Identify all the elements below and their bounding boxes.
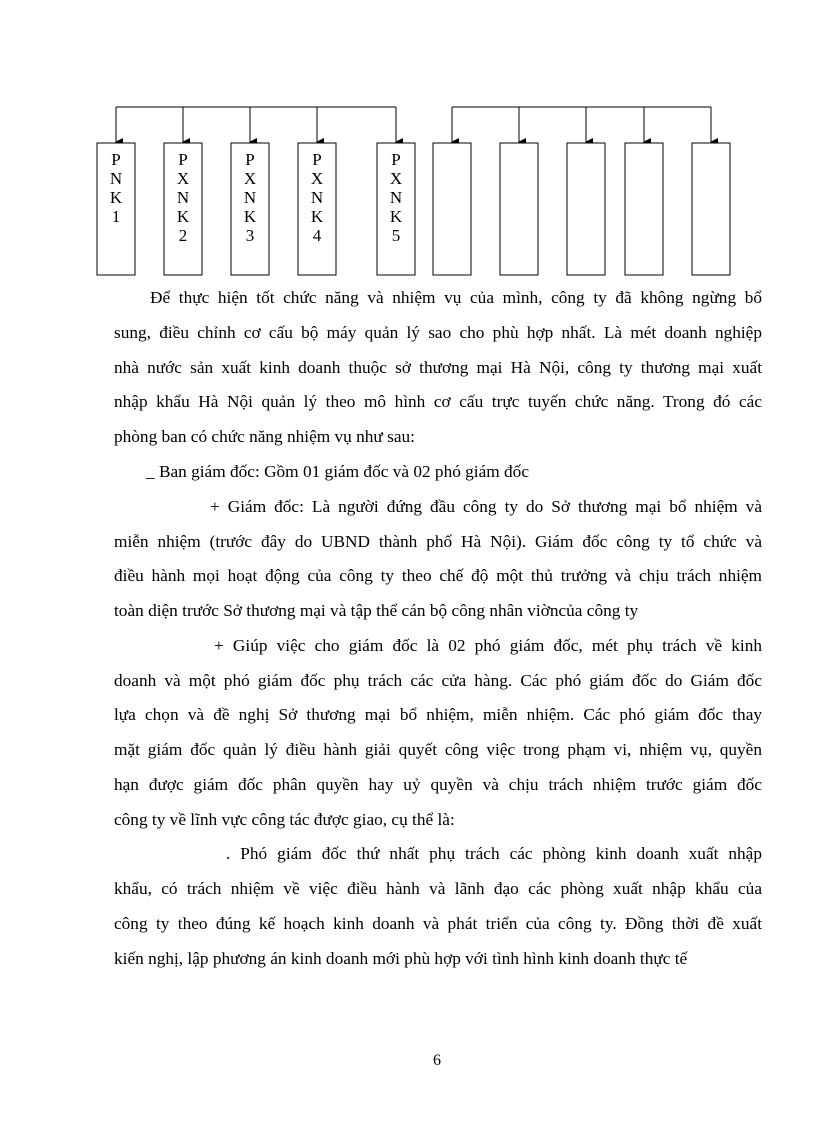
org-box-label-pxnk2: P X N K 2 xyxy=(176,150,190,245)
paragraph-4-line-2: doanh và một phó giám đốc phụ trách các cửa hàng. Các phó giám đốc do Giám đốc xyxy=(114,671,762,690)
paragraph-4-line-6: công ty về lĩnh vực công tác được giao, cụ thể là: xyxy=(114,810,455,829)
org-box-label-pxnk5: P X N K 5 xyxy=(389,150,403,245)
org-box-8 xyxy=(567,143,605,275)
paragraph-4-line-3: lựa chọn và đề nghị Sở thương mại bổ nhiệm, miễn nhiệm. Các phó giám đốc thay xyxy=(114,705,762,724)
paragraph-5-line-3: công ty theo đúng kế hoạch kinh doanh và phát triển của công ty. Đồng thời đề xuất xyxy=(114,914,762,933)
board-heading: _ Ban giám đốc: Gồm 01 giám đốc và 02 phó giám đốc xyxy=(146,462,529,481)
connector-arrows xyxy=(116,107,711,142)
org-box-7 xyxy=(500,143,538,275)
org-box-label-pxnk3: P X N K 3 xyxy=(243,150,257,245)
paragraph-1-line-2: sung, điều chỉnh cơ cấu bộ máy quản lý sao cho phù hợp nhất. Là mét doanh nghiệp xyxy=(114,323,762,342)
org-box-6 xyxy=(433,143,471,275)
paragraph-1-line-1: Để thực hiện tốt chức năng và nhiệm vụ của mình, công ty đã không ngừng bổ xyxy=(150,288,762,307)
org-box-10 xyxy=(692,143,730,275)
paragraph-4-line-5: hạn được giám đốc phân quyền hay uỷ quyền và chịu trách nhiệm trước giám đốc xyxy=(114,775,762,794)
paragraph-5-line-4: kiến nghị, lập phương án kinh doanh mới phù hợp với tình hình kinh doanh thực tế xyxy=(114,949,688,968)
paragraph-5-line-2: khẩu, có trách nhiệm về việc điều hành và lãnh đạo các phòng xuất nhập khẩu của xyxy=(114,879,762,898)
paragraph-4-line-1: + Giúp việc cho giám đốc là 02 phó giám đốc, mét phụ trách về kinh xyxy=(214,636,762,655)
org-box-9 xyxy=(625,143,663,275)
org-box-label-pxnk4: P X N K 4 xyxy=(310,150,324,245)
paragraph-1-line-4: nhập khẩu Hà Nội quản lý theo mô hình cơ cấu trực tuyến chức năng. Trong đó các xyxy=(114,392,762,411)
org-box-label-pnk1: P N K 1 xyxy=(109,150,123,226)
paragraph-3-line-1: + Giám đốc: Là người đứng đầu công ty do Sở thương mại bổ nhiệm và xyxy=(210,497,762,516)
paragraph-3-line-2: miễn nhiệm (trước đây do UBND thành phố Hà Nội). Giám đốc công ty tổ chức và xyxy=(114,532,762,551)
paragraph-3-line-3: điều hành mọi hoạt động của công ty theo chế độ một thủ trưởng và chịu trách nhiệm xyxy=(114,566,762,585)
org-chart xyxy=(0,0,816,290)
page-number: 6 xyxy=(433,1052,441,1069)
paragraph-1-line-5: phòng ban có chức năng nhiệm vụ như sau: xyxy=(114,427,415,446)
paragraph-5-line-1: . Phó giám đốc thứ nhất phụ trách các phòng kinh doanh xuất nhập xyxy=(226,844,762,863)
paragraph-1-line-3: nhà nước sản xuất kinh doanh thuộc sở thương mại Hà Nội, công ty thương mại xuất xyxy=(114,358,762,377)
paragraph-4-line-4: mặt giám đốc quản lý điều hành giải quyết công việc trong phạm vi, nhiệm vụ, quyền xyxy=(114,740,762,759)
paragraph-3-line-4: toàn diện trước Sở thương mại và tập thể cán bộ công nhân viờncủa công ty xyxy=(114,601,639,620)
